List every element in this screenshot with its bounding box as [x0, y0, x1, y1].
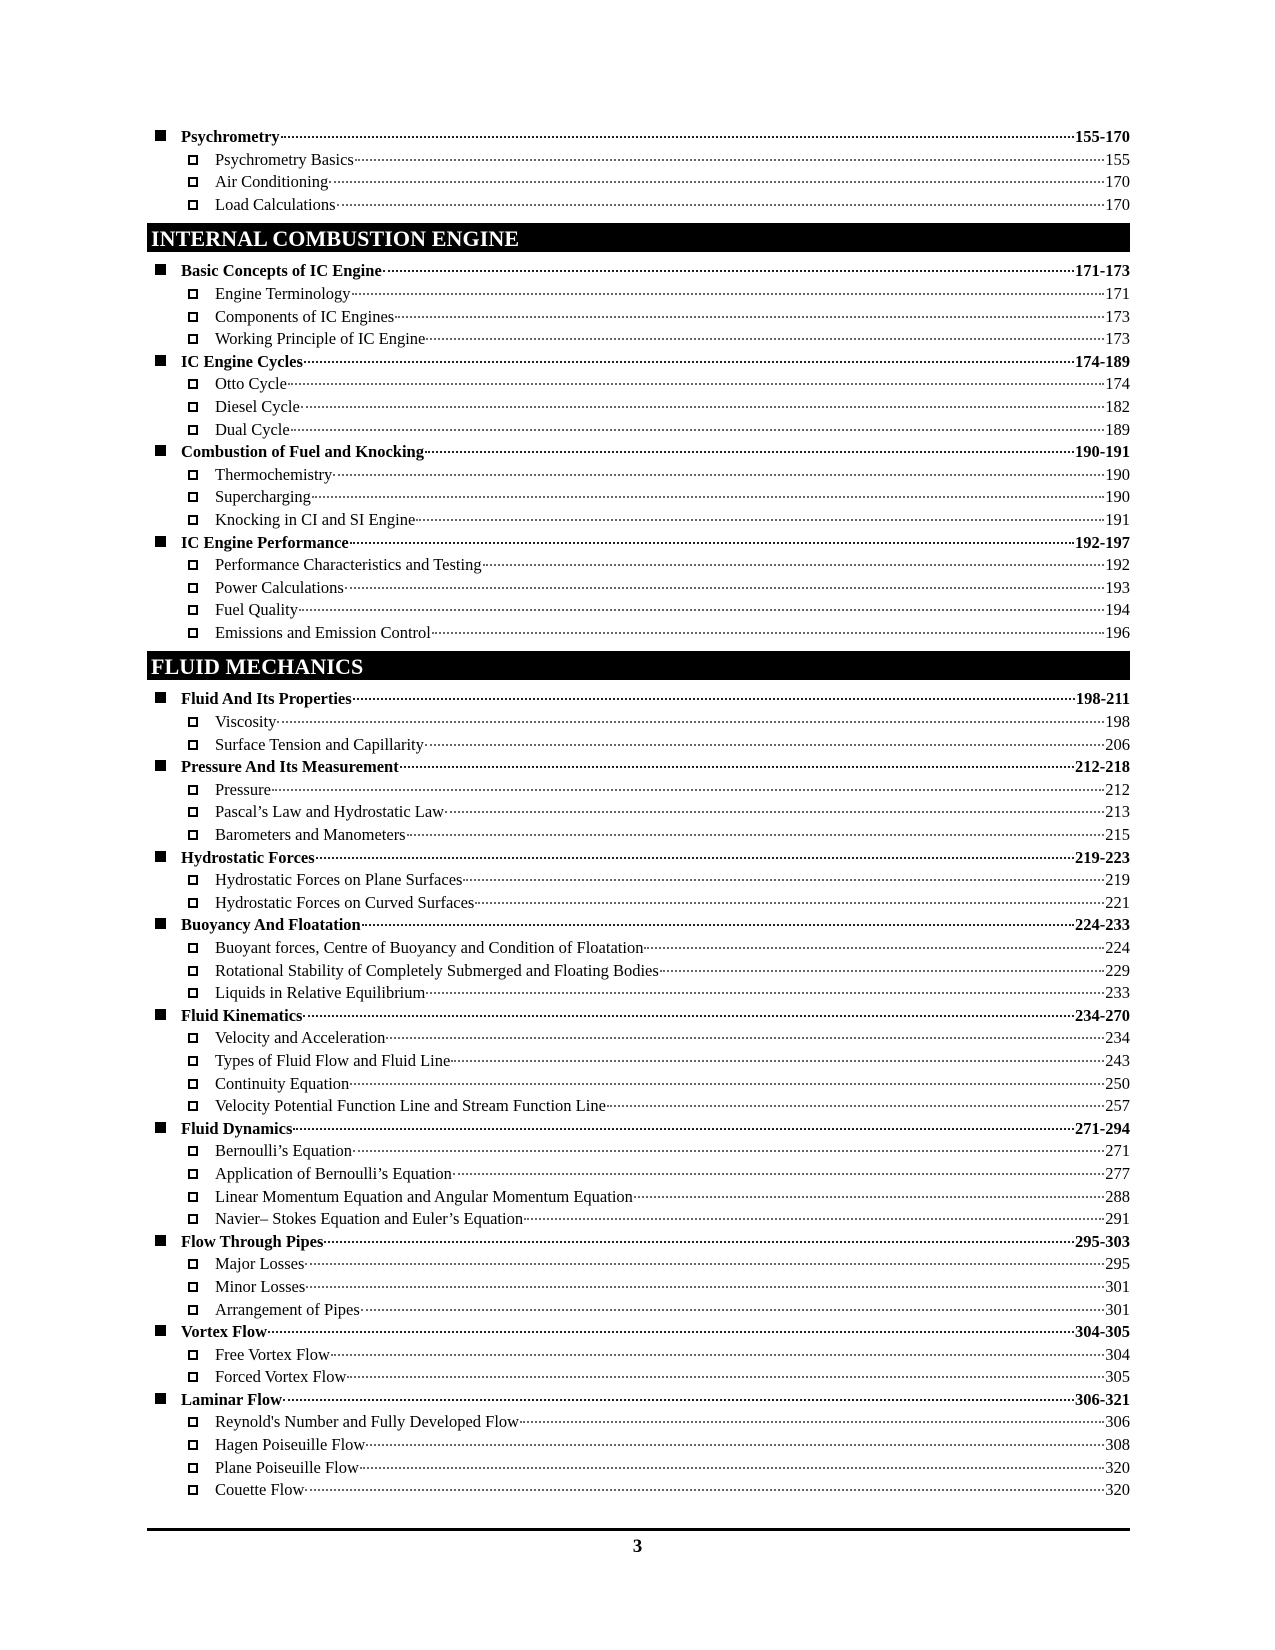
topic-page: 196: [1105, 622, 1130, 642]
topic-page: 190: [1105, 487, 1130, 507]
toc-topic-row: [147, 1253, 1130, 1276]
dot-leader: [283, 1399, 1074, 1401]
toc-topic-row: [147, 801, 1130, 824]
toc-topic-row: [147, 1276, 1130, 1299]
toc-chapter-row: [147, 126, 1130, 149]
toc-chapter-row: [147, 351, 1130, 374]
topic-page: 171: [1105, 283, 1130, 303]
chapter-page-range: 271-294: [1075, 1118, 1130, 1138]
topic-title: Supercharging: [215, 487, 311, 507]
toc-topic-row: [147, 486, 1130, 509]
topic-page: 234: [1105, 1028, 1130, 1048]
dot-leader: [337, 204, 1105, 206]
topic-page: 221: [1105, 892, 1130, 912]
topic-page: 191: [1105, 509, 1130, 529]
chapter-title: Psychrometry: [181, 127, 280, 146]
chapter-title: Laminar Flow: [181, 1389, 282, 1409]
chapter-title: Pressure And Its Measurement: [181, 757, 399, 777]
topic-title: Working Principle of IC Engine: [215, 329, 426, 349]
topic-page: 189: [1105, 419, 1130, 439]
topic-page: 212: [1105, 779, 1130, 799]
toc-chapter-row: [147, 441, 1130, 464]
topic-page: 320: [1105, 1480, 1130, 1500]
chapter-title: Combustion of Fuel and Knocking: [181, 442, 424, 462]
toc-chapter-row: [147, 756, 1130, 779]
dot-leader: [366, 1444, 1104, 1446]
topic-page: 190: [1105, 464, 1130, 484]
toc-topic-row: [147, 171, 1130, 194]
topic-title: Otto Cycle: [215, 374, 287, 394]
topic-title: Hagen Poiseuille Flow: [215, 1435, 366, 1455]
toc-topic-row: [147, 1411, 1130, 1434]
toc-topic-row: [147, 960, 1130, 983]
toc-chapter-row: [147, 688, 1130, 711]
chapter-page-range: 304-305: [1075, 1322, 1130, 1342]
topic-page: 288: [1105, 1186, 1130, 1206]
topic-title: Buoyant forces, Centre of Buoyancy and Condition of Floatation: [215, 938, 644, 957]
dot-leader: [453, 1173, 1104, 1175]
dot-leader: [347, 1376, 1104, 1378]
topic-page: 257: [1105, 1096, 1130, 1116]
chapter-page-range: 174-189: [1075, 351, 1130, 371]
dot-leader: [407, 834, 1105, 836]
toc-topic-row: [147, 577, 1130, 600]
toc-chapter-row: [147, 1231, 1130, 1254]
chapter-page-range: 190-191: [1075, 442, 1130, 462]
topic-page: 301: [1105, 1299, 1130, 1319]
chapter-title: Buoyancy And Floatation: [181, 915, 361, 935]
toc-chapter-row: [147, 1118, 1130, 1141]
dot-leader: [301, 406, 1104, 408]
toc-topic-row: [147, 306, 1130, 329]
toc-topic-row: [147, 149, 1130, 172]
toc-topic-row: [147, 1479, 1130, 1502]
toc-topic-row: [147, 1457, 1130, 1480]
toc-topic-row: [147, 779, 1130, 802]
toc-topic-row: [147, 1050, 1130, 1073]
topic-title: Components of IC Engines: [215, 306, 395, 326]
chapter-title: Vortex Flow: [181, 1322, 267, 1342]
dot-leader: [281, 136, 1074, 138]
toc-topic-row: [147, 419, 1130, 442]
dot-leader: [634, 1196, 1104, 1198]
topic-page: 182: [1105, 396, 1130, 416]
topic-page: 277: [1105, 1163, 1130, 1183]
chapter-title: IC Engine Performance: [181, 532, 349, 552]
topic-title: Bernoulli’s Equation: [215, 1141, 353, 1161]
dot-leader: [304, 361, 1074, 363]
chapter-page-range: 198-211: [1075, 689, 1130, 709]
dot-leader: [305, 1489, 1104, 1491]
topic-page: 174: [1105, 374, 1130, 394]
topic-title: Arrangement of Pipes: [215, 1299, 360, 1319]
toc-topic-row: [147, 937, 1130, 960]
topic-page: 213: [1105, 802, 1130, 822]
topic-page: 291: [1105, 1209, 1130, 1229]
topic-title: Navier– Stokes Equation and Euler’s Equation: [215, 1209, 524, 1229]
toc-topic-row: [147, 982, 1130, 1005]
toc-chapter-row: [147, 914, 1130, 937]
topic-title: Pressure: [215, 779, 271, 799]
topic-title: Couette Flow: [215, 1480, 305, 1500]
topic-page: 224: [1105, 938, 1130, 957]
toc-topic-row: [147, 1095, 1130, 1118]
section-heading: FLUID MECHANICS: [147, 651, 1130, 680]
topic-title: Fuel Quality: [215, 600, 298, 620]
toc-chapter-row: [147, 260, 1130, 283]
chapter-page-range: 192-197: [1075, 532, 1130, 552]
dot-leader: [426, 338, 1104, 340]
chapter-title: Fluid Dynamics: [181, 1118, 293, 1138]
toc-topic-row: [147, 869, 1130, 892]
toc-topic-row: [147, 1027, 1130, 1050]
topic-title: Psychrometry Basics: [215, 149, 354, 169]
dot-leader: [268, 1331, 1074, 1333]
dot-leader: [353, 1150, 1104, 1152]
topic-page: 295: [1105, 1254, 1130, 1274]
dot-leader: [660, 970, 1104, 972]
topic-title: Types of Fluid Flow and Fluid Line: [215, 1050, 451, 1070]
topic-title: Application of Bernoulli’s Equation: [215, 1163, 452, 1183]
dot-leader: [425, 744, 1104, 746]
dot-leader: [305, 1263, 1104, 1265]
dot-leader: [316, 857, 1074, 859]
dot-leader: [432, 632, 1104, 634]
topic-title: Load Calculations: [215, 194, 336, 214]
topic-page: 304: [1105, 1344, 1130, 1364]
topic-page: 215: [1105, 825, 1130, 845]
dot-leader: [445, 811, 1104, 813]
dot-leader: [416, 519, 1104, 521]
dot-leader: [360, 1467, 1104, 1469]
topic-title: Viscosity: [215, 712, 277, 732]
toc-chapter-row: [147, 1321, 1130, 1344]
dot-leader: [386, 1037, 1104, 1039]
topic-title: Free Vortex Flow: [215, 1344, 330, 1364]
topic-title: Reynold's Number and Fully Developed Flow: [215, 1412, 520, 1432]
topic-title: Forced Vortex Flow: [215, 1367, 347, 1387]
toc-topic-row: [147, 711, 1130, 734]
topic-page: 271: [1105, 1141, 1130, 1161]
topic-title: Diesel Cycle: [215, 396, 300, 416]
topic-page: 170: [1105, 172, 1130, 192]
topic-title: Hydrostatic Forces on Plane Surfaces: [215, 870, 463, 890]
topic-title: Performance Characteristics and Testing: [215, 555, 482, 575]
topic-title: Velocity and Acceleration: [215, 1028, 386, 1048]
toc-topic-row: [147, 464, 1130, 487]
topic-page: 243: [1105, 1050, 1130, 1070]
toc-topic-row: [147, 1366, 1130, 1389]
topic-page: 306: [1105, 1412, 1130, 1432]
dot-leader: [353, 698, 1075, 700]
chapter-page-range: 224-233: [1075, 915, 1130, 935]
section-heading: INTERNAL COMBUSTION ENGINE: [147, 223, 1130, 252]
toc-topic-row: [147, 1434, 1130, 1457]
topic-title: Thermochemistry: [215, 464, 333, 484]
toc-topic-row: [147, 328, 1130, 351]
toc-topic-row: [147, 1073, 1130, 1096]
toc-topic-row: [147, 1208, 1130, 1231]
topic-page: 250: [1105, 1073, 1130, 1093]
dot-leader: [350, 1083, 1104, 1085]
chapter-title: IC Engine Cycles: [181, 351, 303, 371]
topic-title: Power Calculations: [215, 577, 344, 597]
dot-leader: [291, 429, 1105, 431]
topic-page: 206: [1105, 734, 1130, 754]
dot-leader: [324, 1241, 1074, 1243]
topic-page: 301: [1105, 1276, 1130, 1296]
dot-leader: [277, 721, 1104, 723]
toc-topic-row: [147, 892, 1130, 915]
topic-page: 155: [1105, 149, 1130, 169]
topic-title: Major Losses: [215, 1254, 305, 1274]
topic-title: Continuity Equation: [215, 1073, 350, 1093]
toc-topic-row: [147, 373, 1130, 396]
topic-page: 173: [1105, 329, 1130, 349]
dot-leader: [362, 924, 1074, 926]
chapter-page-range: 171-173: [1075, 261, 1130, 281]
chapter-page-range: 212-218: [1075, 757, 1130, 777]
chapter-title: Hydrostatic Forces: [181, 847, 315, 867]
topic-page: 170: [1105, 194, 1130, 214]
dot-leader: [331, 1354, 1104, 1356]
toc-topic-row: [147, 194, 1130, 217]
toc-topic-row: [147, 1186, 1130, 1209]
dot-leader: [352, 293, 1105, 295]
dot-leader: [272, 789, 1104, 791]
topic-title: Barometers and Manometers: [215, 825, 406, 845]
toc-topic-row: [147, 1299, 1130, 1322]
topic-title: Dual Cycle: [215, 419, 290, 439]
dot-leader: [463, 879, 1104, 881]
chapter-title: Flow Through Pipes: [181, 1231, 324, 1251]
topic-title: Pascal’s Law and Hydrostatic Law: [215, 802, 445, 822]
toc-topic-row: [147, 1140, 1130, 1163]
chapter-title: Fluid And Its Properties: [181, 689, 352, 709]
topic-title: Rotational Stability of Completely Submerged and Floating Bodies: [215, 960, 659, 980]
topic-page: 192: [1105, 555, 1130, 575]
topic-page: 194: [1105, 600, 1130, 620]
dot-leader: [383, 270, 1074, 272]
topic-page: 198: [1105, 712, 1130, 732]
dot-leader: [361, 1309, 1104, 1311]
dot-leader: [426, 992, 1104, 994]
dot-leader: [333, 474, 1104, 476]
topic-page: 193: [1105, 577, 1130, 597]
topic-page: 229: [1105, 960, 1130, 980]
toc-topic-row: [147, 554, 1130, 577]
toc-topic-row: [147, 622, 1130, 645]
chapter-page-range: 295-303: [1075, 1231, 1130, 1251]
dot-leader: [355, 159, 1104, 161]
topic-page: 320: [1105, 1457, 1130, 1477]
topic-title: Hydrostatic Forces on Curved Surfaces: [215, 892, 475, 912]
toc-topic-row: [147, 824, 1130, 847]
chapter-page-range: 219-223: [1075, 847, 1130, 867]
toc-chapter-row: [147, 1389, 1130, 1412]
toc-chapter-row: [147, 847, 1130, 870]
chapter-title: Fluid Kinematics: [181, 1005, 303, 1025]
topic-title: Linear Momentum Equation and Angular Momentum Equation: [215, 1186, 633, 1206]
topic-title: Velocity Potential Function Line and Stream Function Line: [215, 1096, 606, 1116]
toc-topic-row: [147, 599, 1130, 622]
toc-topic-row: [147, 1163, 1130, 1186]
topic-title: Liquids in Relative Equilibrium: [215, 983, 426, 1003]
dot-leader: [524, 1218, 1104, 1220]
toc-topic-row: [147, 734, 1130, 757]
page-number: 3: [632, 1536, 643, 1557]
dot-leader: [425, 451, 1074, 453]
chapter-page-range: 306-321: [1075, 1389, 1130, 1409]
dot-leader: [288, 383, 1104, 385]
dot-leader: [303, 1015, 1074, 1017]
dot-leader: [644, 947, 1104, 949]
chapter-page-range: 155-170: [1075, 127, 1130, 146]
topic-page: 173: [1105, 306, 1130, 326]
dot-leader: [299, 609, 1104, 611]
dot-leader: [306, 1286, 1104, 1288]
dot-leader: [312, 496, 1104, 498]
dot-leader: [395, 316, 1104, 318]
dot-leader: [293, 1128, 1074, 1130]
toc-topic-row: [147, 509, 1130, 532]
dot-leader: [520, 1421, 1104, 1423]
topic-title: Surface Tension and Capillarity: [215, 734, 424, 754]
chapter-title: Basic Concepts of IC Engine: [181, 261, 382, 281]
dot-leader: [345, 587, 1104, 589]
footer-divider: [147, 1528, 1130, 1531]
toc-topic-row: [147, 283, 1130, 306]
dot-leader: [607, 1105, 1104, 1107]
topic-title: Engine Terminology: [215, 283, 351, 303]
topic-title: Air Conditioning: [215, 172, 329, 192]
dot-leader: [350, 542, 1074, 544]
table-of-contents: [147, 126, 1130, 1502]
topic-page: 308: [1105, 1435, 1130, 1455]
topic-title: Emissions and Emission Control: [215, 622, 431, 642]
topic-page: 219: [1105, 870, 1130, 890]
topic-title: Plane Poiseuille Flow: [215, 1457, 359, 1477]
toc-chapter-row: [147, 532, 1130, 555]
dot-leader: [400, 766, 1074, 768]
topic-page: 305: [1105, 1367, 1130, 1387]
dot-leader: [451, 1060, 1104, 1062]
toc-topic-row: [147, 396, 1130, 419]
topic-title: Knocking in CI and SI Engine: [215, 509, 416, 529]
toc-chapter-row: [147, 1005, 1130, 1028]
topic-title: Minor Losses: [215, 1276, 306, 1296]
toc-topic-row: [147, 1344, 1130, 1367]
dot-leader: [475, 902, 1104, 904]
dot-leader: [483, 564, 1105, 566]
chapter-page-range: 234-270: [1075, 1005, 1130, 1025]
topic-page: 233: [1105, 983, 1130, 1003]
dot-leader: [329, 181, 1104, 183]
